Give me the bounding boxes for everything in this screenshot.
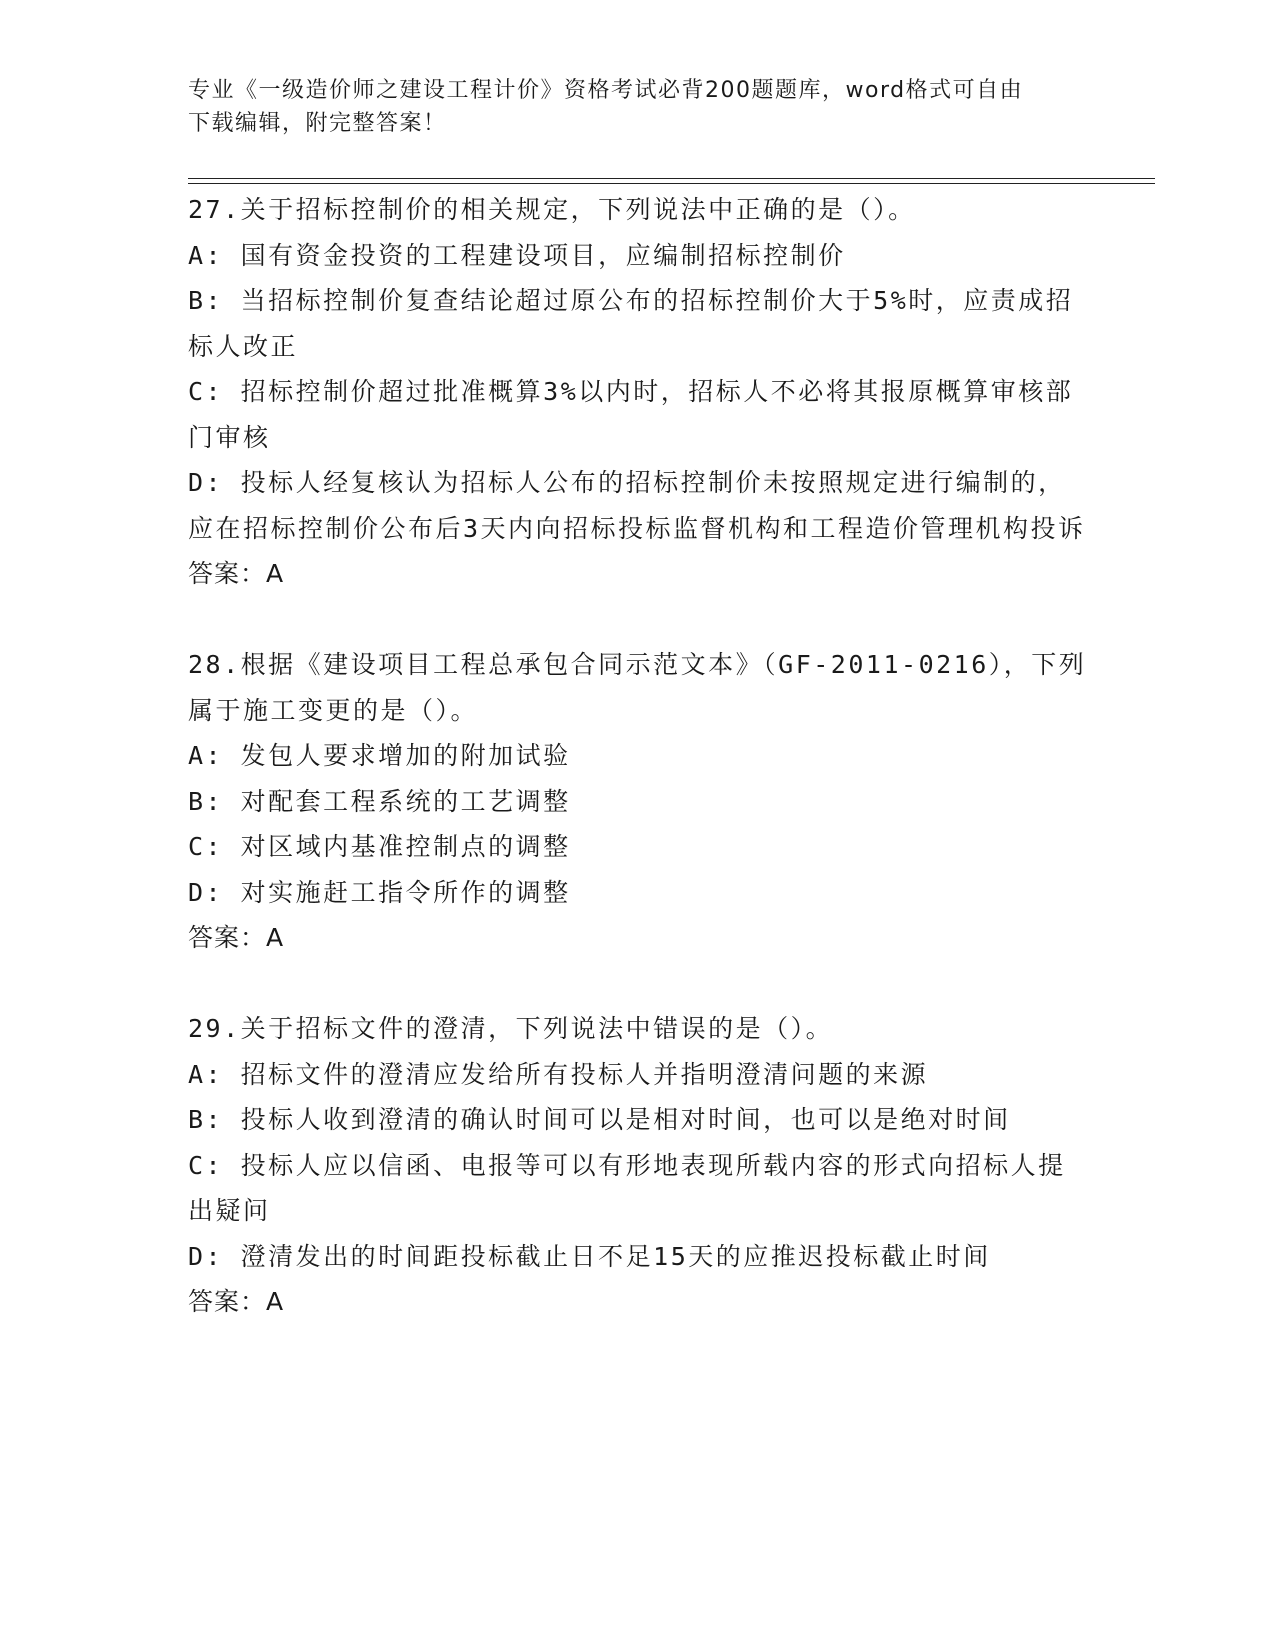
- question-27: [188, 187, 1088, 597]
- option-c: C: 对区域内基准控制点的调整: [188, 832, 571, 861]
- question-stem: 27.关于招标控制价的相关规定，下列说法中正确的是（）。: [188, 195, 916, 224]
- header-line-2: 下载编辑，附完整答案！: [188, 111, 447, 136]
- header-rule-top: [188, 178, 1155, 179]
- answer: 答案：A: [188, 1287, 285, 1316]
- option-b: B: 当招标控制价复查结论超过原公布的招标控制价大于5%时，应责成招标人改正: [188, 286, 1074, 361]
- option-b: B: 投标人收到澄清的确认时间可以是相对时间，也可以是绝对时间: [188, 1105, 1011, 1134]
- question-29: [188, 1006, 1088, 1325]
- header-line-1: 专业《一级造价师之建设工程计价》资格考试必背200题题库，word格式可自由: [188, 78, 1024, 103]
- option-a: A: 发包人要求增加的附加试验: [188, 741, 571, 770]
- header-rule-bottom: [188, 183, 1155, 184]
- question-stem: 28.根据《建设项目工程总承包合同示范文本》（GF-2011-0216），下列属于施工变更的是（）。: [188, 650, 1087, 725]
- option-a: A: 国有资金投资的工程建设项目，应编制招标控制价: [188, 240, 846, 270]
- option-a: A: 招标文件的澄清应发给所有投标人并指明澄清问题的来源: [188, 1059, 929, 1089]
- question-list: [188, 187, 1088, 1325]
- option-b: B: 对配套工程系统的工艺调整: [188, 786, 571, 816]
- option-c: C: 招标控制价超过批准概算3%以内时，招标人不必将其报原概算审核部门审核: [188, 377, 1074, 452]
- option-d: D: 投标人经复核认为招标人公布的招标控制价未按照规定进行编制的，应在招标控制价公布后3天内向招标投标监督机构和工程造价管理机构投诉: [188, 468, 1086, 543]
- answer: 答案：A: [188, 923, 285, 952]
- option-d: D: 对实施赶工指令所作的调整: [188, 877, 571, 907]
- document-header: [188, 74, 1068, 140]
- question-stem: 29.关于招标文件的澄清，下列说法中错误的是（）。: [188, 1014, 834, 1043]
- option-c: C: 投标人应以信函、电报等可以有形地表现所载内容的形式向招标人提出疑问: [188, 1150, 1066, 1225]
- question-28: [188, 642, 1088, 961]
- answer: 答案：A: [188, 559, 285, 588]
- option-d: D: 澄清发出的时间距投标截止日不足15天的应推迟投标截止时间: [188, 1241, 991, 1271]
